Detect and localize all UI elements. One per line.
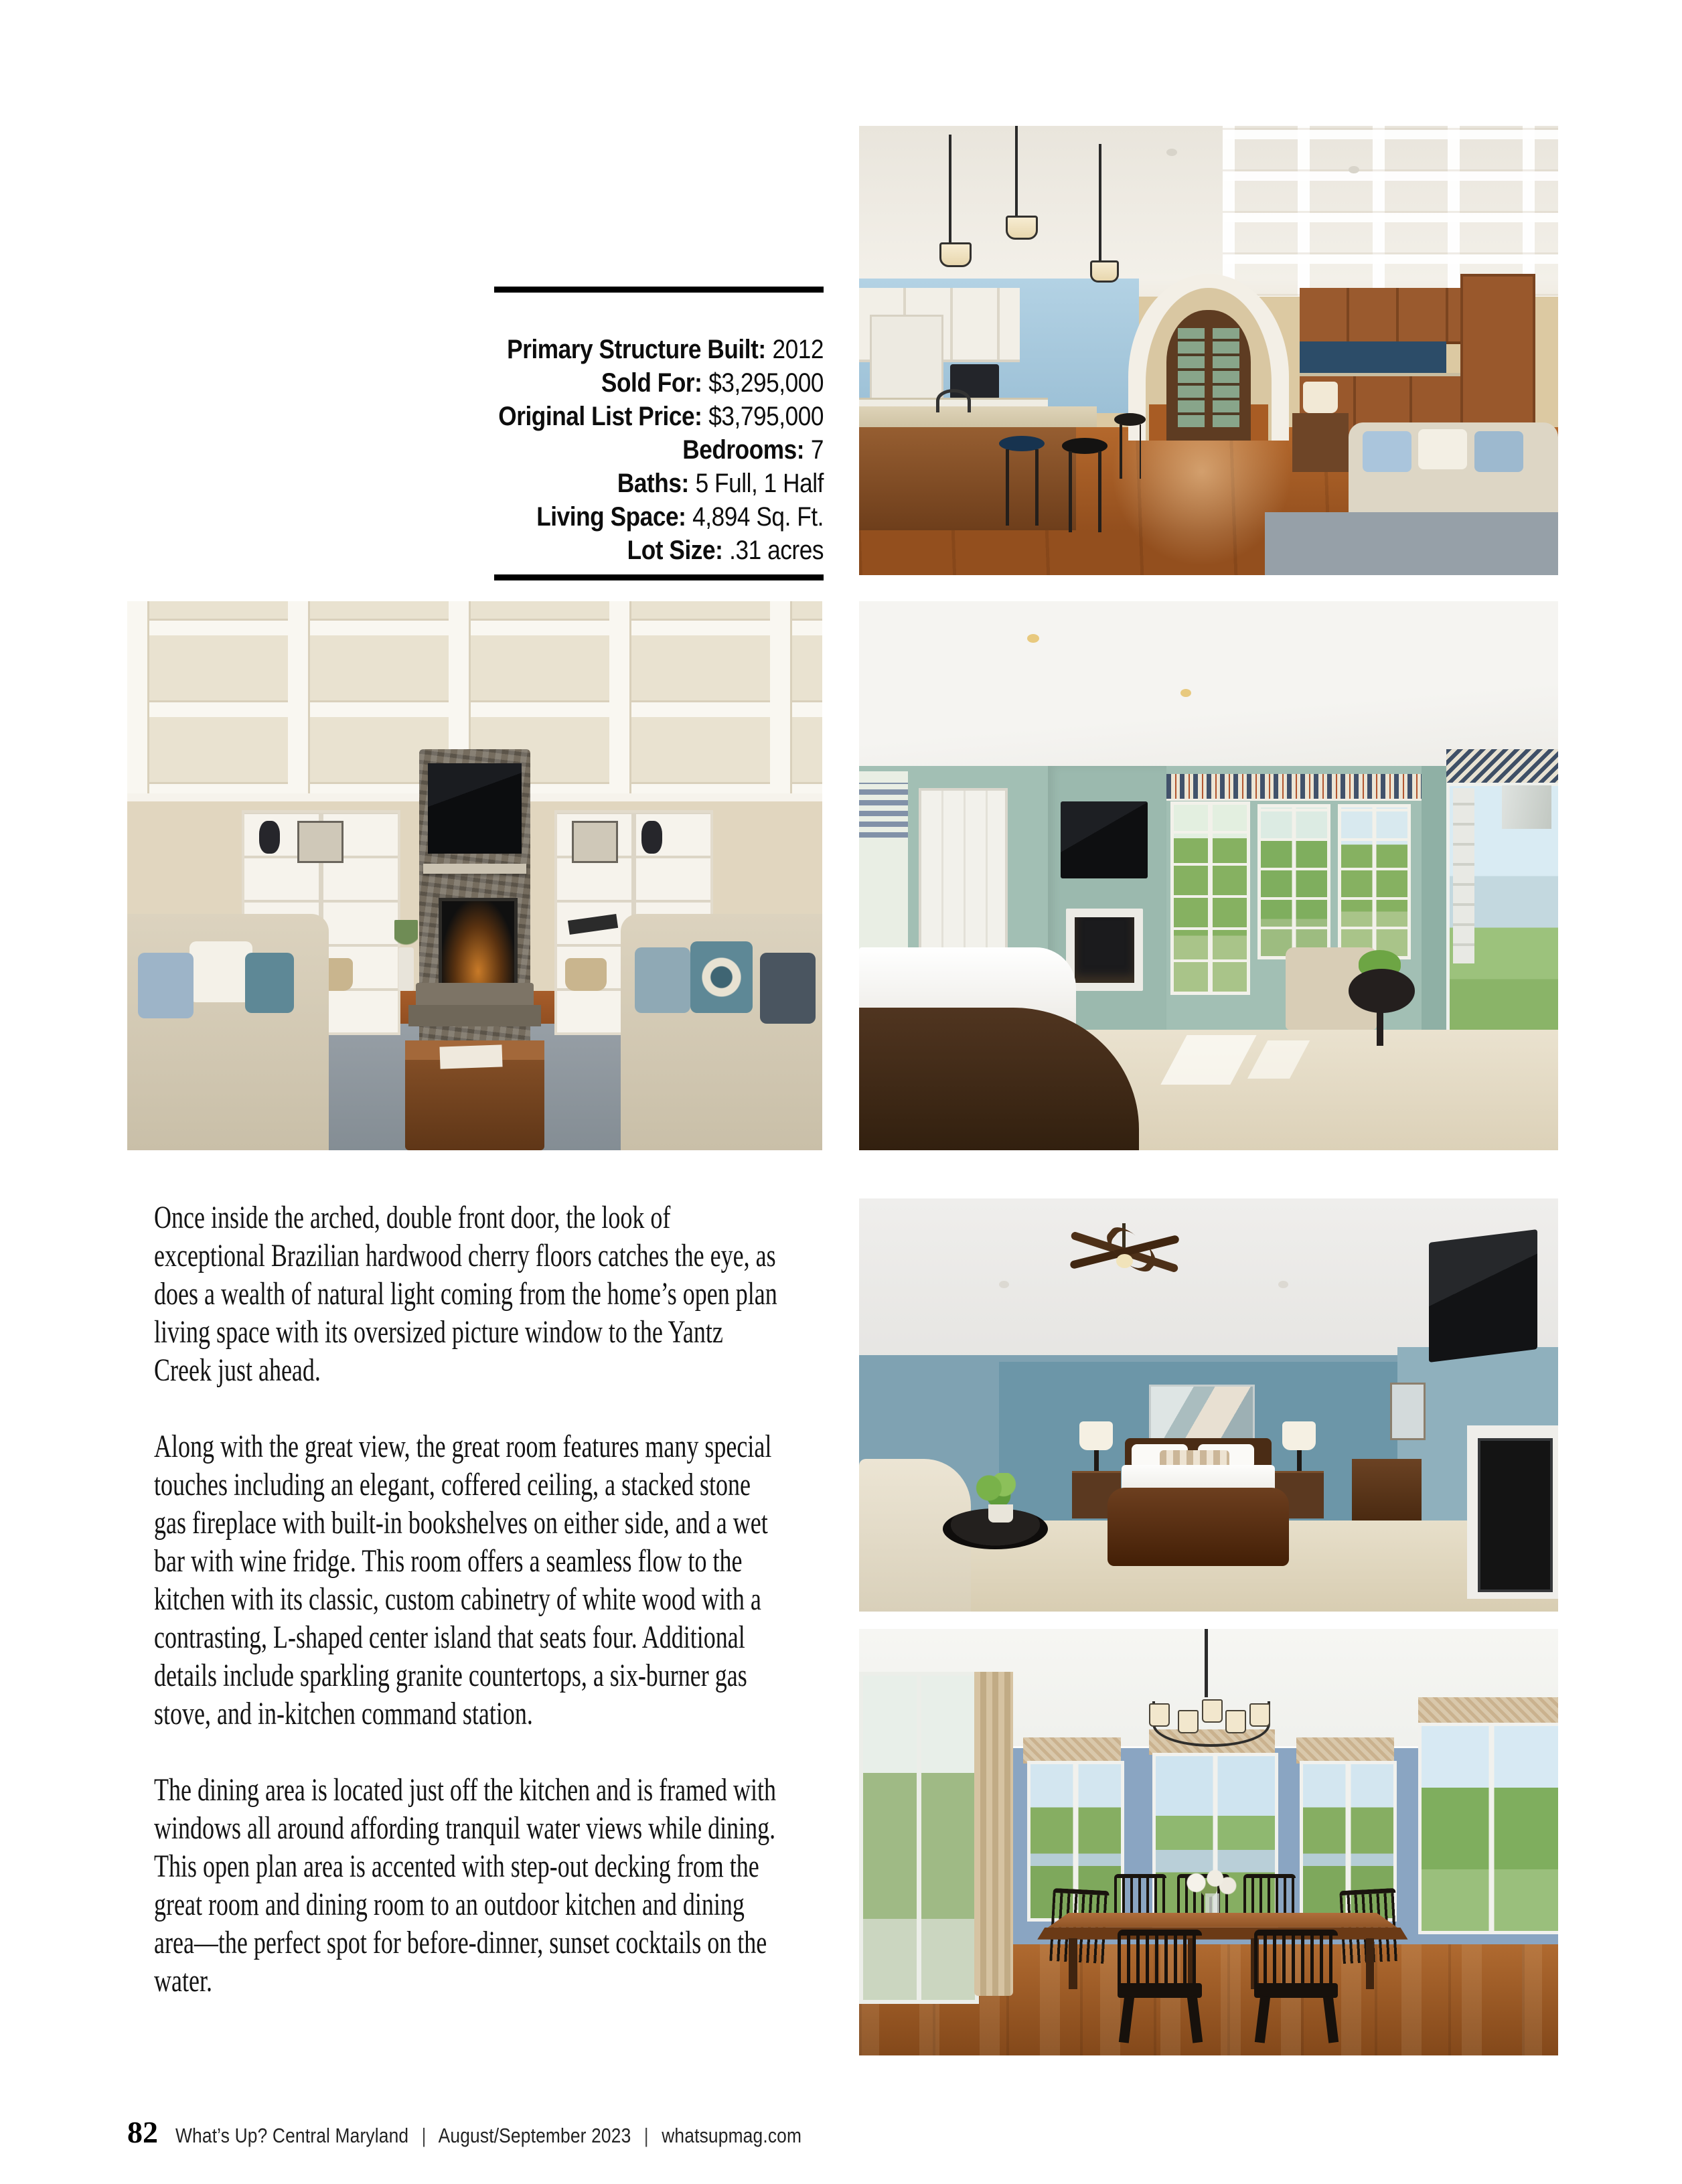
photo-element [1249,1703,1270,1727]
footer-publication: What’s Up? Central Maryland [175,2124,409,2147]
photo-element [1094,1450,1099,1471]
photo-element [859,783,908,838]
photo-element [1149,1703,1170,1727]
window [1338,804,1411,959]
stat-value: 4,894 Sq. Ft. [692,502,824,532]
stat-value: 2012 [772,335,824,364]
stat-label: Baths: [617,469,689,498]
stat-label: Original List Price: [498,402,702,431]
stat-label: Lot Size: [627,536,723,565]
french-door [1170,801,1251,995]
photo-element [1069,1938,1077,1989]
photo-element [1453,788,1474,963]
photo-element [1075,917,1135,983]
stat-value: $3,295,000 [708,368,824,398]
photo-element [1418,429,1467,469]
page-footer [127,2114,912,2150]
backsplash [1300,341,1446,373]
stats-bottom-rule [494,574,824,580]
pendant-light [1099,144,1101,260]
curtain [974,1672,1012,1996]
photo-element [1037,1928,1407,1940]
photo-element [1120,424,1140,479]
stat-label: Primary Structure Built: [507,335,766,364]
photo-primary-bedroom [859,1198,1558,1612]
stat-line [127,433,824,467]
stats-box [127,333,824,567]
faucet [936,389,971,412]
photo-element [1178,1710,1199,1733]
photo-element [1178,328,1205,427]
photo-element [1069,451,1103,532]
photo-element [1297,1450,1302,1471]
photo-element [138,953,194,1018]
stat-value: 7 [810,435,824,465]
mantel [423,864,526,874]
photo-element [1377,1008,1383,1046]
article-body [154,1198,783,2000]
tv [1429,1229,1537,1362]
stat-line [127,500,824,534]
photo-element [760,953,816,1024]
photo-element [297,821,343,863]
stat-value: 5 Full, 1 Half [695,469,824,498]
footer-website: whatsupmag.com [662,2124,802,2147]
footer-issue: August/September 2023 [438,2124,631,2147]
photo-element [1474,431,1523,471]
photo-element [572,821,617,863]
hearth [416,983,534,1008]
stat-line [127,333,824,366]
chandelier [1205,1629,1208,1697]
photo-element [398,947,414,992]
photo-element [988,1504,1013,1523]
lamp [1282,1421,1316,1450]
photo-element [189,941,252,1002]
photo-element [690,941,753,1013]
photo-element [635,947,690,1013]
dining-chair [1254,1930,1338,1991]
window-valance [1023,1737,1121,1763]
page-number: 82 [127,2115,158,2149]
stat-value: .31 acres [729,536,824,565]
tv [428,763,521,854]
photo-element [1363,431,1411,471]
footer-separator: | [421,2124,427,2147]
tv [1061,801,1148,878]
photo-element [1213,328,1239,427]
photo-great-room [127,601,822,1150]
photo-kitchen [859,126,1558,575]
table-lamp [1303,382,1338,413]
photo-element [939,242,972,266]
sleigh-bed-footboard [1107,1488,1289,1566]
article-paragraph: Once inside the arched, double front door, the look of exceptional Brazilian hardwood cherry floors catches the eye, as does a wealth of natural light coming from the home’s open plan living space with its oversized picture window to the Yantz Creek just ahead. [154,1200,777,1388]
stat-line [127,467,824,500]
photo-dining-area [859,1629,1558,2055]
bar-upper-cabinets [1300,288,1460,345]
firebox [439,898,518,987]
photo-element [1006,216,1038,240]
island-countertop [859,406,1097,426]
photo-element [1502,785,1551,830]
window [1418,1723,1558,1934]
lamp [1079,1421,1113,1450]
window-valance [1166,774,1425,801]
photo-element [1166,149,1177,156]
stat-value: $3,795,000 [708,402,824,431]
window-valance [1446,749,1558,782]
pendant-light [949,135,951,242]
photo-element [565,958,607,991]
window [1257,804,1330,959]
article-paragraph: The dining area is located just off the kitchen and is framed with windows all around affording tranquil water views while dining. This open plan area is accented with step-out decking from the great room and dining room to an outdoor kitchen and dining area—the perfect spot for before-dinner, sunset cocktails on the water. [154,1772,777,1999]
photo-element [1006,449,1041,526]
stat-label: Bedrooms: [682,435,805,465]
footer-separator: | [643,2124,649,2147]
photo-element [1202,1699,1223,1723]
dresser [1352,1459,1422,1521]
article-paragraph: Along with the great view, the great room features many special touches including an elegant, coffered ceiling, a stacked stone gas fireplace with built-in bookshelves on either side, and a wet bar with wine fridge. This room offers a seamless flow to the kitchen with its classic, custom cabinetry of white wood with a contrasting, L-shaped center island that seats four. Additional details include sparkling granite countertops, a six-burner gas stove, and in-kitchen command station. [154,1429,772,1731]
tall-cabinet [1460,274,1535,441]
area-rug [1265,512,1558,575]
dining-table [1048,1913,1397,1928]
photo-element [1090,260,1120,283]
pendant-light [1015,126,1018,216]
photo-element [1422,766,1446,1040]
side-table [1292,413,1349,471]
sliding-door [859,1672,979,2004]
photo-bedroom-sitting [859,601,1558,1150]
photo-element [1478,1438,1553,1592]
round-table [1349,969,1415,1013]
photo-element [245,953,294,1013]
photo-element [440,1045,503,1069]
photo-element [1366,1938,1375,1989]
photo-element [259,821,280,854]
window-valance [1296,1737,1394,1763]
photo-element [1225,1710,1246,1733]
dining-chair [1118,1930,1201,1991]
stat-line [127,366,824,400]
window-valance [1418,1697,1558,1725]
stat-label: Living Space: [536,502,686,532]
stat-line [127,400,824,433]
stats-top-rule [494,287,824,293]
photo-element [641,821,662,854]
photo-element [1027,634,1039,643]
footer-text [175,2124,801,2148]
stat-line [127,534,824,567]
stat-label: Sold For: [601,368,702,398]
photo-element [408,1005,540,1027]
framed-art [1390,1383,1426,1440]
